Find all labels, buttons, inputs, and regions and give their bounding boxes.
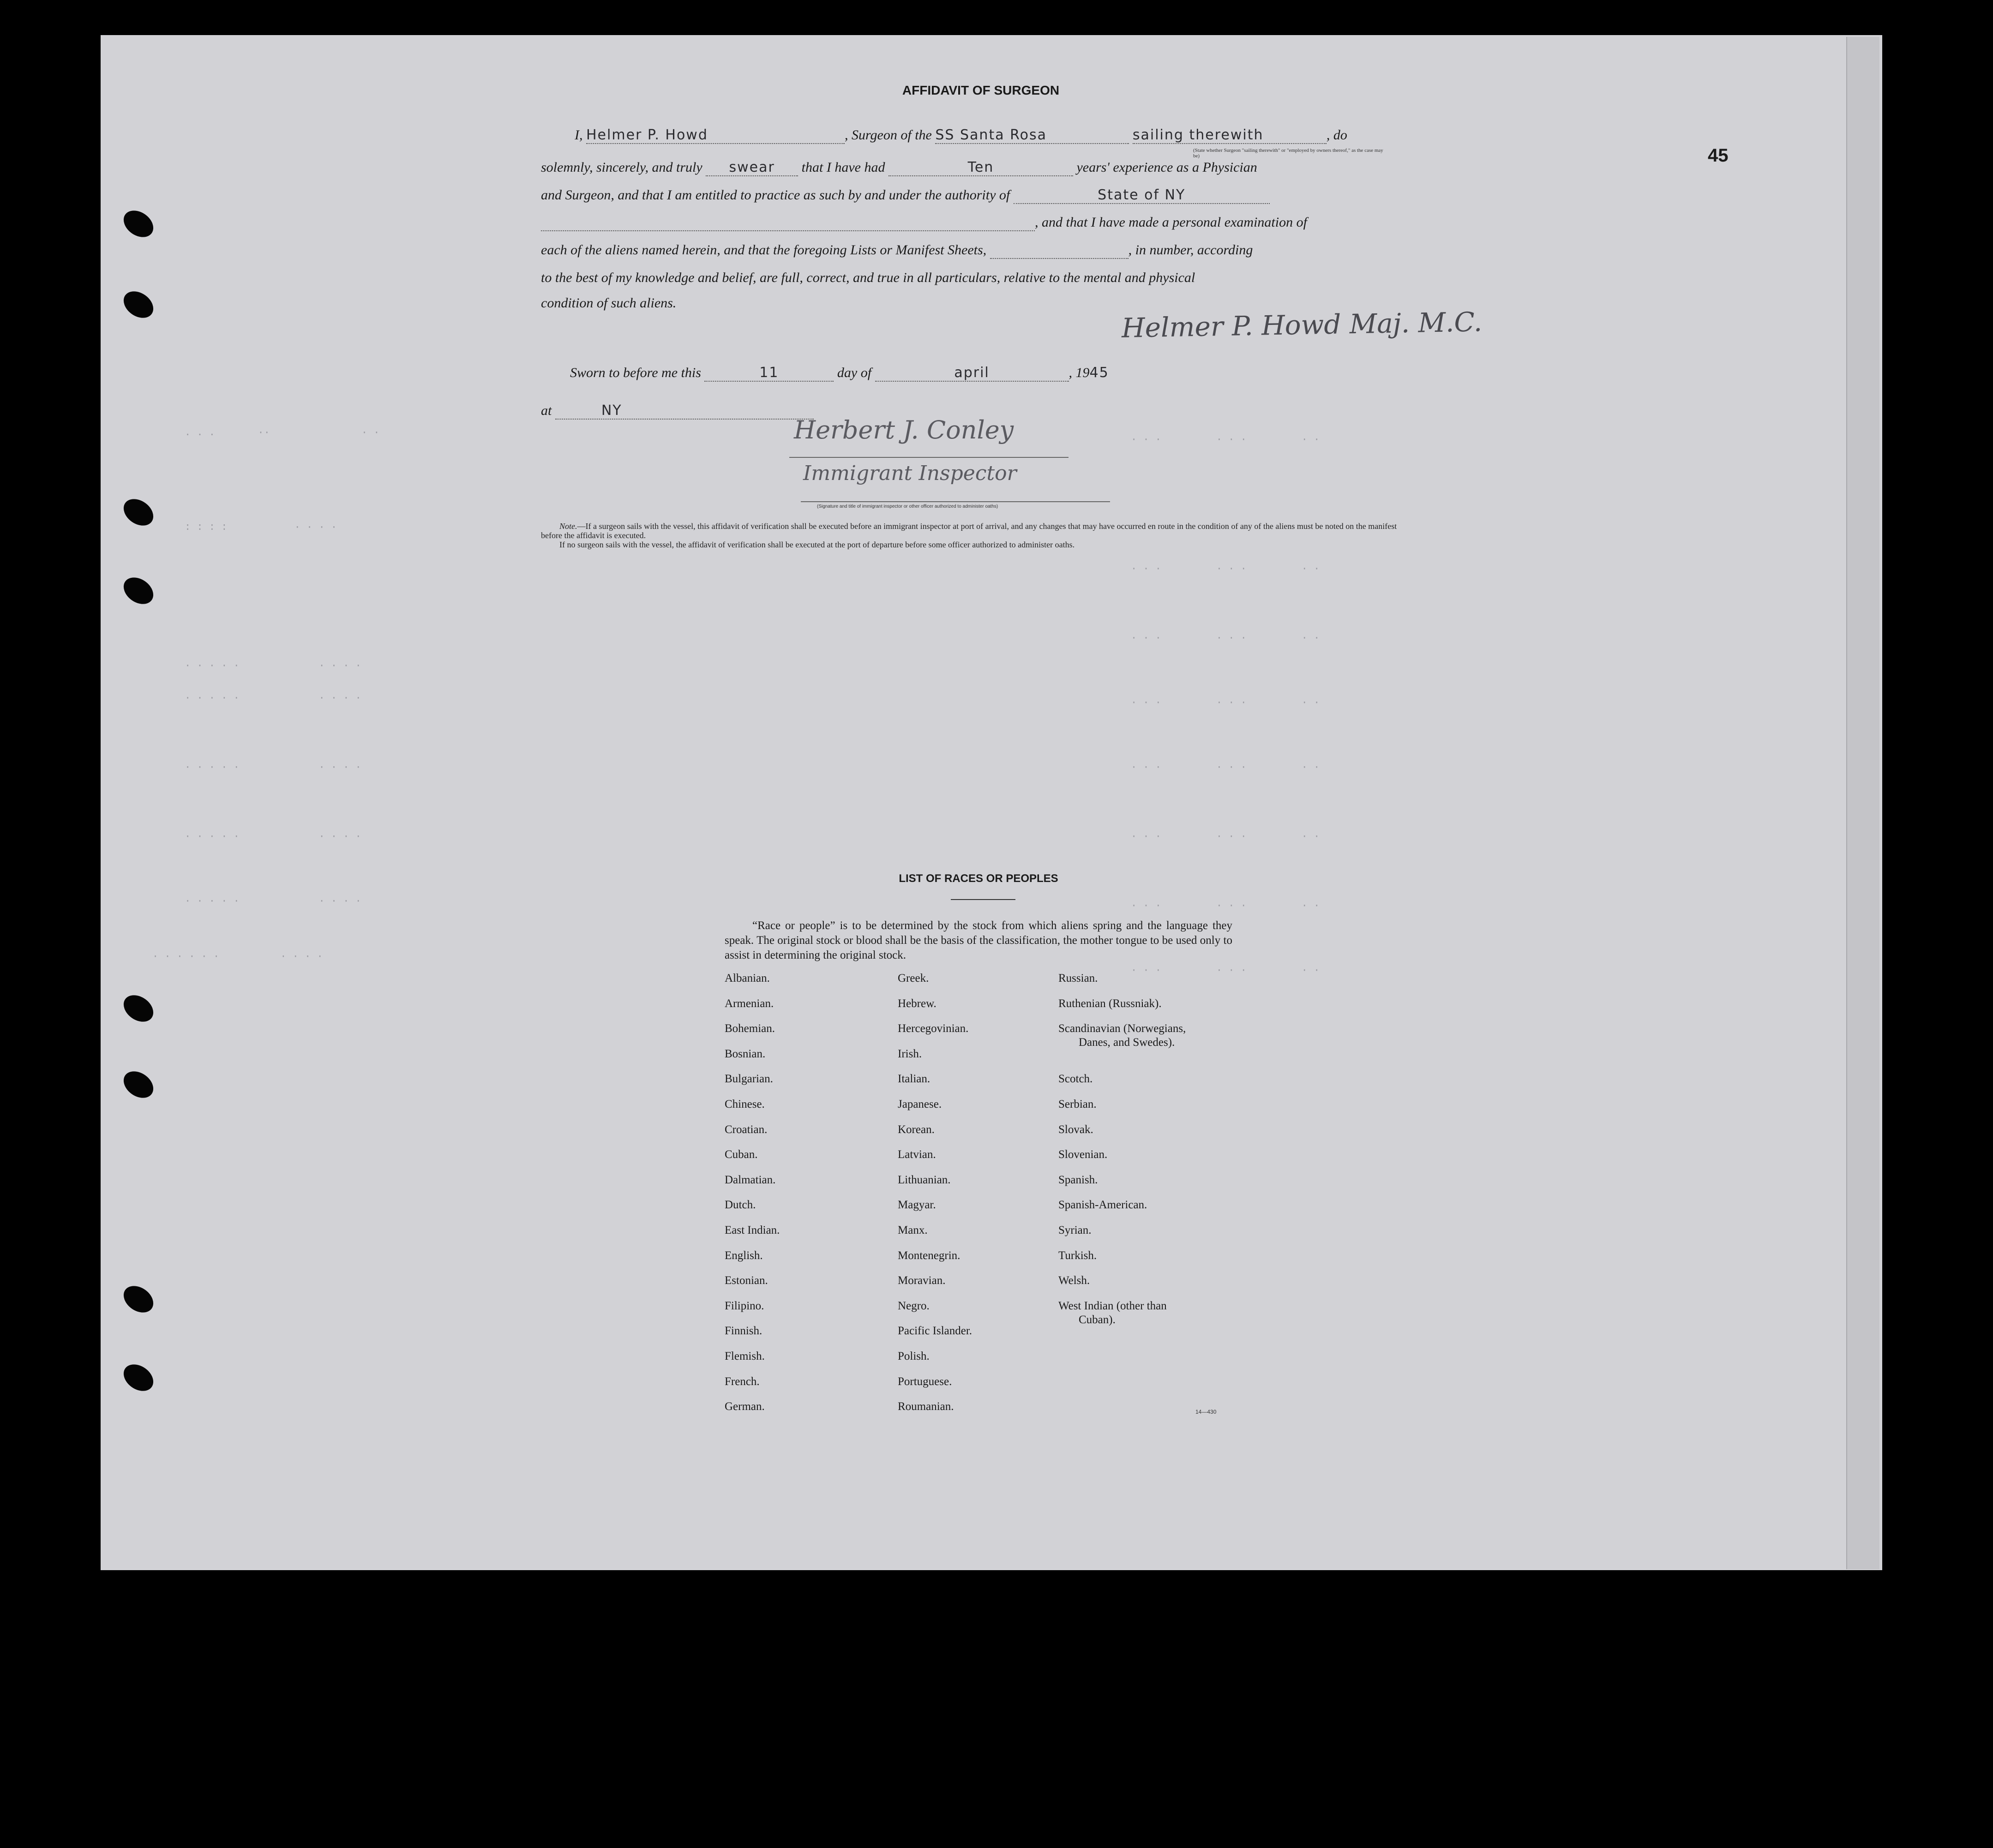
race-item: Bohemian.: [725, 1022, 775, 1035]
authority: State of NY: [1098, 187, 1186, 203]
race-item: West Indian (other than: [1058, 1299, 1167, 1312]
page-number: 45: [1708, 145, 1729, 166]
race-item: Dalmatian.: [725, 1173, 776, 1186]
note-label: Note.: [559, 522, 577, 531]
race-item: Lithuanian.: [898, 1173, 951, 1186]
race-item: Slovak.: [1058, 1123, 1093, 1136]
race-item: Croatian.: [725, 1123, 768, 1136]
race-item: Scotch.: [1058, 1073, 1093, 1086]
race-item: East Indian.: [725, 1224, 780, 1236]
race-item: Flemish.: [725, 1350, 765, 1362]
surgeon-name: Helmer P. Howd: [586, 127, 708, 143]
sworn-year: 45: [1089, 365, 1109, 381]
sworn-place: NY: [601, 402, 622, 419]
affidavit-line-5: each of the aliens named herein, and that the foregoing Lists or Manifest Sheets, , in number, according: [541, 242, 1253, 259]
race-item: Cuban.: [725, 1148, 758, 1161]
race-item: Dutch.: [725, 1199, 756, 1212]
sailing-status: sailing therewith: [1132, 127, 1264, 143]
race-item: Ruthenian (Russniak).: [1058, 997, 1162, 1010]
races-column-1: [725, 972, 780, 1425]
affidavit-line-6: to the best of my knowledge and belief, are full, correct, and true in all particulars, relative to the mental and physical: [541, 270, 1195, 285]
sworn-month: april: [954, 365, 990, 381]
race-item: Irish.: [898, 1047, 922, 1060]
affidavit-line-1: I, Helmer P. Howd , Surgeon of the SS Santa Rosa sailing therewith , do: [575, 127, 1347, 143]
race-item: Magyar.: [898, 1199, 936, 1212]
race-item: Hercegovinian.: [898, 1022, 969, 1035]
note-text-1: —If a surgeon sails with the vessel, this affidavit of verification shall be executed before an immigrant inspector at port of arrival, and any changes that may have occurred en route in the condition of any of the aliens must be noted on the manifest before the affidavit is executed.: [541, 522, 1397, 540]
race-item: Bulgarian.: [725, 1073, 773, 1086]
race-item: Russian.: [1058, 972, 1098, 984]
race-item: Moravian.: [898, 1274, 946, 1287]
affidavit-line-4: , and that I have made a personal examination of: [541, 215, 1307, 231]
affidavit-line-7: condition of such aliens.: [541, 295, 677, 311]
race-item: Portuguese.: [898, 1375, 952, 1388]
ship-name: SS Santa Rosa: [935, 127, 1047, 143]
affidavit-line-2: solemnly, sincerely, and truly swear that I have had Ten years' experience as a Physician: [541, 159, 1257, 175]
race-item: Serbian.: [1058, 1098, 1097, 1110]
race-item: Bosnian.: [725, 1047, 766, 1060]
race-item: Slovenian.: [1058, 1148, 1108, 1161]
race-item: German.: [725, 1400, 765, 1413]
note-text-2: If no surgeon sails with the vessel, the affidavit of verification shall be executed at the port of departure before some officer authorized to administer oaths.: [559, 540, 1075, 549]
races-intro: “Race or people” is to be determined by the stock from which aliens spring and the language they speak. The original stock or blood shall be the basis of the classification, the mother tongue to be used only to assist in determining the original stock.: [725, 919, 1232, 961]
race-item: Welsh.: [1058, 1274, 1090, 1287]
race-item: Albanian.: [725, 972, 770, 984]
race-item: Hebrew.: [898, 997, 936, 1010]
race-item: Spanish-American.: [1058, 1199, 1147, 1212]
race-item: Chinese.: [725, 1098, 765, 1110]
sworn-line: Sworn to before me this 11 day of april , 1945: [570, 365, 1109, 381]
race-item: Manx.: [898, 1224, 928, 1236]
race-item: Danes, and Swedes).: [1079, 1036, 1175, 1049]
race-item: Italian.: [898, 1073, 930, 1086]
inspector-title: Immigrant Inspector: [803, 462, 1017, 485]
sailing-caption: (State whether Surgeon "sailing therewith" or "employed by owners thereof," as the case may be): [1193, 148, 1383, 159]
title-rule: [801, 501, 1110, 502]
form-number: 14—430: [1195, 1409, 1217, 1415]
race-item: Greek.: [898, 972, 929, 984]
race-item: Latvian.: [898, 1148, 936, 1161]
inspector-signature: Herbert J. Conley: [794, 415, 1014, 444]
surgeon-signature: Helmer P. Howd Maj. M.C.: [1121, 306, 1483, 344]
race-item: Korean.: [898, 1123, 935, 1136]
signature-rule: [789, 457, 1069, 458]
races-column-3: [1058, 972, 1186, 1327]
race-item: Scandinavian (Norwegians,: [1058, 1022, 1186, 1035]
race-item: Roumanian.: [898, 1400, 954, 1413]
document-page: [101, 35, 1882, 1570]
sworn-day: 11: [759, 365, 779, 381]
races-title: LIST OF RACES OR PEOPLES: [899, 872, 1058, 885]
race-item: Syrian.: [1058, 1224, 1092, 1236]
race-item: Filipino.: [725, 1299, 764, 1312]
race-item: Montenegrin.: [898, 1249, 960, 1262]
race-item: Armenian.: [725, 997, 774, 1010]
race-item: Pacific Islander.: [898, 1325, 972, 1338]
races-column-2: [898, 972, 972, 1425]
signature-caption: (Signature and title of immigrant inspector or other officer authorized to administer oaths): [817, 504, 998, 509]
race-item: Japanese.: [898, 1098, 942, 1110]
note: [541, 522, 1418, 549]
page-edge: [1846, 37, 1879, 1569]
race-item: Estonian.: [725, 1274, 768, 1287]
race-item: English.: [725, 1249, 763, 1262]
race-item: Polish.: [898, 1350, 930, 1362]
race-item: Spanish.: [1058, 1173, 1098, 1186]
race-item: Turkish.: [1058, 1249, 1097, 1262]
races-title-rule: [951, 899, 1015, 900]
sworn-place-line: at NY: [541, 402, 814, 420]
race-item: Finnish.: [725, 1325, 762, 1338]
years-experience: Ten: [967, 159, 994, 175]
race-item: Negro.: [898, 1299, 930, 1312]
oath-word: swear: [729, 159, 775, 175]
document-title: AFFIDAVIT OF SURGEON: [902, 83, 1060, 97]
race-item: French.: [725, 1375, 760, 1388]
affidavit-line-3: and Surgeon, and that I am entitled to practice as such by and under the authority of State of NY: [541, 187, 1270, 204]
race-item: Cuban).: [1079, 1313, 1116, 1326]
